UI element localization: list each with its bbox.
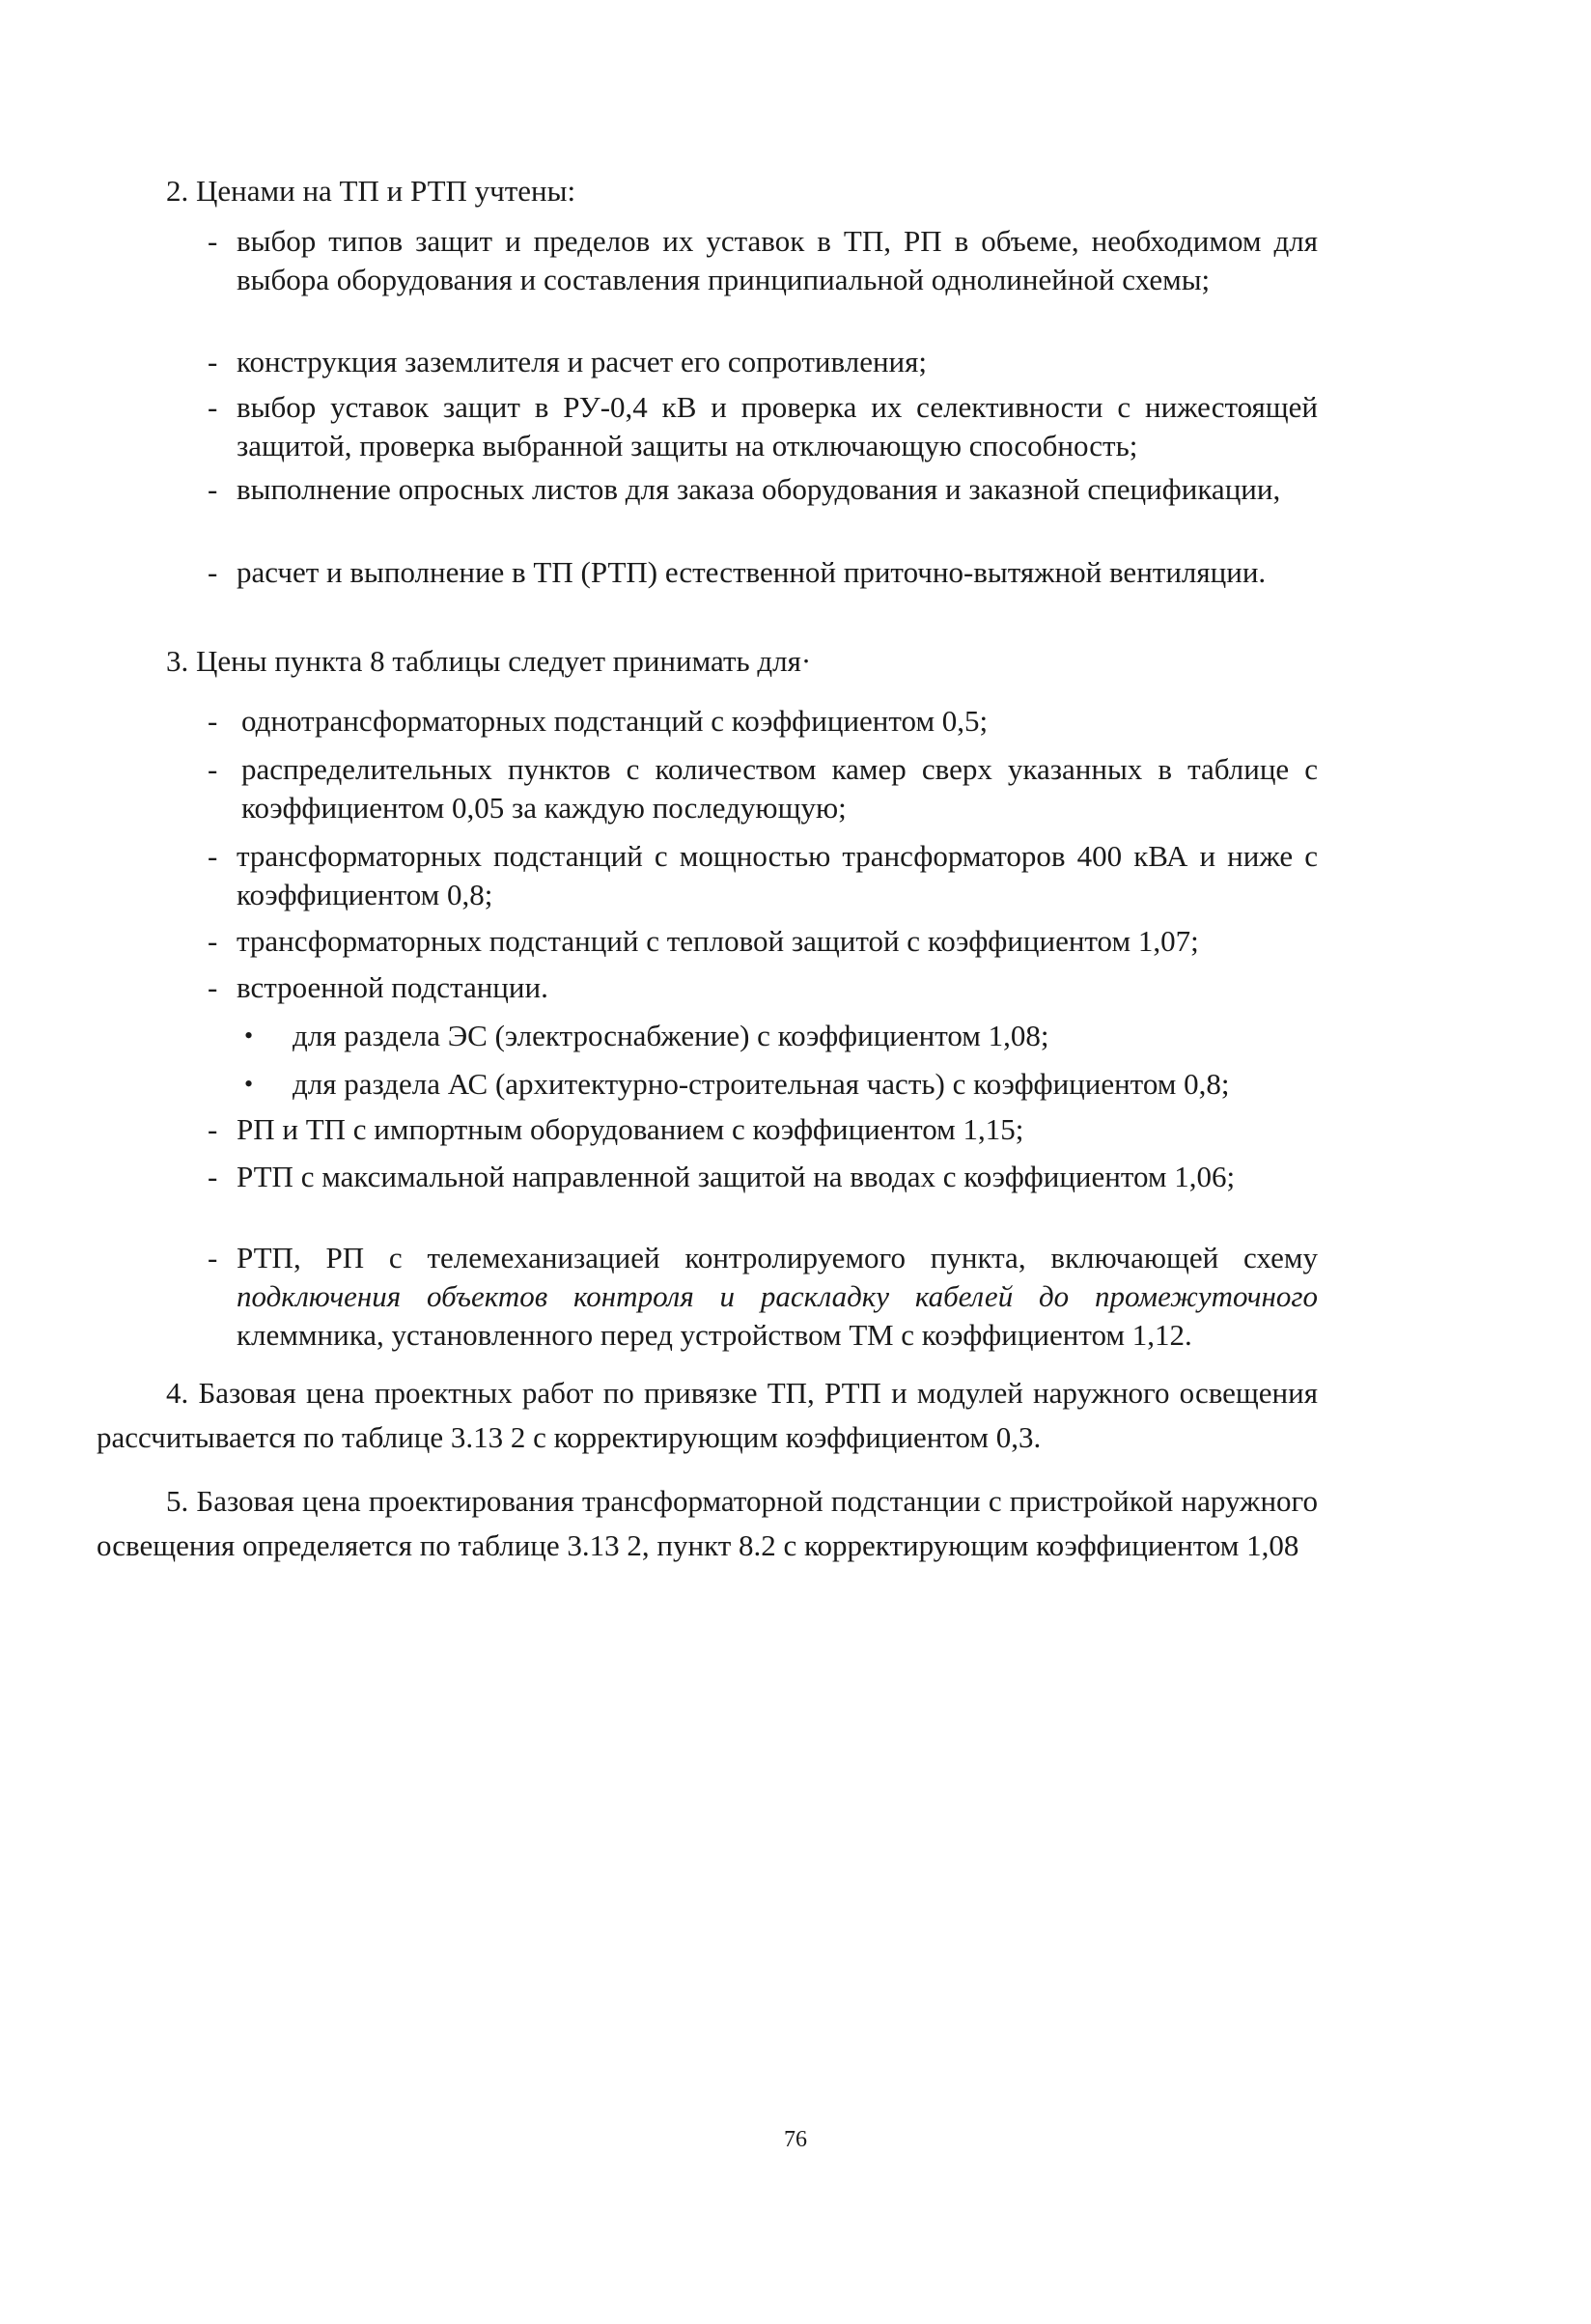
section-5-paragraph: 5. Базовая цена проектирования трансформаторной подстанции с пристройкой наружного освещения определяется по таблице 3.13 2, пункт 8.2 с корректирующим коэффициентом 1,08 bbox=[97, 1484, 1318, 1562]
section-4-paragraph: 4. Базовая цена проектных работ по привязке ТП, РТП и модулей наружного освещения рассчитывается по таблице 3.13 2 с корректирующим коэффициентом 0,3. bbox=[97, 1376, 1318, 1454]
item-text-end: клеммника, установленного перед устройством ТМ с коэффициентом 1,12. bbox=[237, 1318, 1192, 1352]
document-page: 2. Ценами на ТП и РТП учтены: - выбор типов защит и пределов их уставок в ТП, РП в объеме, необходимом для выбора оборудования и составления принципиальной однолинейной схемы; - конструкция заземлителя и расчет его сопротивления; - выбор уставок защит в РУ-0,4 кВ и проверка их селективности с нижестоящей защитой, проверка выбранной защиты на отключающую способность; - выполнение опросных листов для заказа оборудования и заказной спецификации, - расчет и выполнение в ТП (РТП) естественной приточно-вытяжной вентиляции. 3. Цены пункта 8 таблицы следует принимать для· - однотрансформаторных подстанций с коэффициентом 0,5; - распределительных пунктов с количеством камер сверх указанных в таблице с коэффициентом 0,05 за каждую последующую; - трансформаторных подстанций с мощностью трансформаторов 400 кВА и ниже с коэффициентом 0,8; - трансформаторных подстанций с тепловой защитой с коэффициентом 1,07; - встроенной подстанции. • для раздела ЭС (электроснабжение) с коэффициентом 1,08; • для раздела АС (архитектурно-строительная часть) с коэффициентом 0,8; - РП и ТП с импортным оборудованием с коэффициентом 1,15; - РТП с максимальной направленной защитой на вводах с коэффициентом 1,06; - РТП, РП с телемеханизацией контролируемого пункта, включающей схему подключения объектов контроля и раскладку кабелей до промежуточного клеммника, установленного перед устройством ТМ с коэффициентом 1,12. 4. Базовая цена проектных работ по привязке ТП, РТП и модулей наружного освещения рассчитывается по таблице 3.13 2 с корректирующим коэффициентом 0,3. 5. Базовая цена проектирования трансформаторной подстанции с пристройкой наружного освещения определяется по таблице 3.13 2, пункт 8.2 с корректирующим коэффициентом 1,08 76 bbox=[0, 0, 1591, 2324]
section-3-heading: 3. Цены пункта 8 таблицы следует принимать для· bbox=[166, 644, 812, 678]
section-2-heading: 2. Ценами на ТП и РТП учтены: bbox=[166, 174, 576, 208]
page-number: 76 bbox=[784, 2127, 807, 2152]
item-text-start: РТП, РП с телемеханизацией контролируемого пункта, включающей схему bbox=[237, 1241, 1318, 1274]
item-text-italic: подключения объектов контроля и раскладку кабелей до промежуточного bbox=[237, 1279, 1318, 1313]
